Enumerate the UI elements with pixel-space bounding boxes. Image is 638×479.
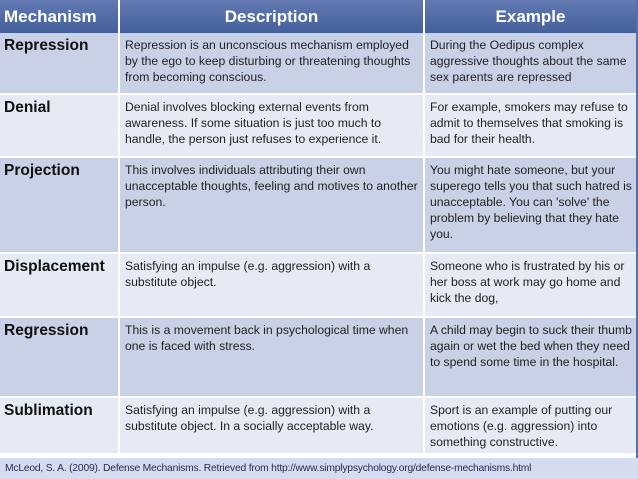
- description-cell: This is a movement back in psychological time when one is faced with stress.: [119, 317, 424, 397]
- header-description: Description: [119, 0, 424, 33]
- mechanism-cell: Projection: [0, 157, 119, 253]
- mechanism-cell: Denial: [0, 94, 119, 157]
- table-row: [0, 157, 636, 253]
- table-row: [0, 397, 636, 454]
- description-cell: Satisfying an impulse (e.g. aggression) with a substitute object.: [119, 253, 424, 317]
- description-cell: Denial involves blocking external events from awareness. If some situation is just too much to handle, the person just refuses to experience it.: [119, 94, 424, 157]
- table-row: [0, 33, 636, 94]
- example-cell: During the Oedipus complex aggressive thoughts about the same sex parents are repressed: [424, 33, 636, 94]
- header-mechanism: Mechanism: [0, 0, 119, 33]
- header-example: Example: [424, 0, 636, 33]
- mechanism-cell: Displacement: [0, 253, 119, 317]
- table-row: [0, 94, 636, 157]
- table-row: [0, 317, 636, 397]
- example-cell: Someone who is frustrated by his or her boss at work may go home and kick the dog,: [424, 253, 636, 317]
- example-cell: You might hate someone, but your superego tells you that such hatred is unacceptable. You can 'solve' the problem by believing that they hate you.: [424, 157, 636, 253]
- description-cell: Repression is an unconscious mechanism employed by the ego to keep disturbing or threatening thoughts from becoming conscious.: [119, 33, 424, 94]
- example-cell: A child may begin to suck their thumb again or wet the bed when they need to spend some time in the hospital.: [424, 317, 636, 397]
- example-cell: Sport is an example of putting our emotions (e.g. aggression) into something constructive.: [424, 397, 636, 454]
- description-cell: This involves individuals attributing their own unacceptable thoughts, feeling and motives to another person.: [119, 157, 424, 253]
- citation-footer: McLeod, S. A. (2009). Defense Mechanisms. Retrieved from http://www.simplypsychology.org/defense-mechanisms.html: [0, 458, 638, 479]
- description-cell: Satisfying an impulse (e.g. aggression) with a substitute object. In a socially acceptable way.: [119, 397, 424, 454]
- mechanism-cell: Regression: [0, 317, 119, 397]
- table-row: [0, 253, 636, 317]
- table-header-row: [0, 0, 636, 33]
- mechanism-cell: Sublimation: [0, 397, 119, 454]
- mechanism-cell: Repression: [0, 33, 119, 94]
- example-cell: For example, smokers may refuse to admit to themselves that smoking is bad for their health.: [424, 94, 636, 157]
